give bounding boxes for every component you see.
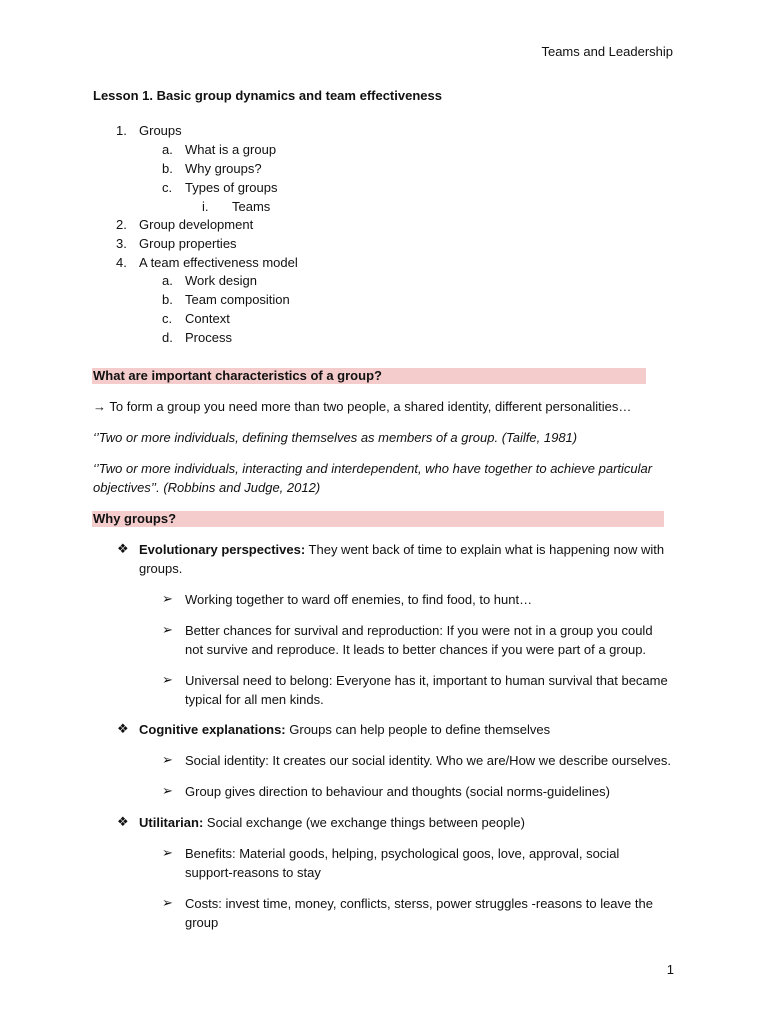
arrow-bullet-icon: ➢ <box>162 895 173 910</box>
outline-item-types-of-groups: Types of groups <box>185 180 278 195</box>
outline-letter: a. <box>162 273 173 288</box>
outline-number: 1. <box>116 123 127 138</box>
outline-letter: d. <box>162 330 173 345</box>
section-heading-highlight <box>92 511 664 527</box>
arrow-bullet-icon: ➢ <box>162 783 173 798</box>
outline-number: 4. <box>116 255 127 270</box>
sub-bullet: Social identity: It creates our social identity. Who we are/How we describe ourselves. <box>185 753 672 768</box>
outline-letter: b. <box>162 292 173 307</box>
bullet-text: Social exchange (we exchange things between people) <box>203 815 525 830</box>
sub-bullet: Better chances for survival and reproduction: If you were not in a group you could not survive and reproduce. It leads to better chances if you were part of a group. <box>185 623 653 657</box>
arrow-bullet-icon: ➢ <box>162 672 173 687</box>
outline-roman: i. <box>202 199 209 214</box>
section-heading-why-groups: Why groups? <box>93 511 177 526</box>
diamond-bullet-icon: ❖ <box>117 814 129 829</box>
outline-item-group-properties: Group properties <box>139 236 237 251</box>
arrow-bullet-icon: ➢ <box>162 622 173 637</box>
sub-bullet: Universal need to belong: Everyone has it, important to human survival that became typical for all men kinds. <box>185 673 668 707</box>
bullet-text: Groups can help people to define themselves <box>285 722 551 737</box>
diamond-bullet-icon: ❖ <box>117 721 129 736</box>
outline-item-team-effectiveness-model: A team effectiveness model <box>139 255 298 270</box>
outline-item-team-composition: Team composition <box>185 292 290 307</box>
sub-bullet: Costs: invest time, money, conflicts, sterss, power struggles -reasons to leave the group <box>185 896 653 930</box>
bullet-text: They went back of time to explain what is happening now with groups. <box>139 542 665 576</box>
characteristics-summary: → To form a group you need more than two people, a shared identity, different personalities… <box>93 399 632 414</box>
arrow-bullet-icon: ➢ <box>162 591 173 606</box>
outline-item-group-development: Group development <box>139 217 254 232</box>
bullet-label: Utilitarian: <box>139 815 204 830</box>
outline-letter: a. <box>162 142 173 157</box>
sub-bullet: Working together to ward off enemies, to find food, to hunt… <box>185 592 533 607</box>
page-number: 1 <box>666 962 674 977</box>
outline-number: 3. <box>116 236 127 251</box>
definition-quote-tailfe: ‘’Two or more individuals, defining themselves as members of a group. (Tailfe, 1981) <box>93 430 578 445</box>
bullet-label: Cognitive explanations: <box>139 722 286 737</box>
outline-item-what-is-a-group: What is a group <box>185 142 277 157</box>
outline-item-work-design: Work design <box>185 273 258 288</box>
outline-number: 2. <box>116 217 127 232</box>
outline-item-why-groups: Why groups? <box>185 161 262 176</box>
bullet-evolutionary <box>139 540 669 578</box>
section-heading-characteristics: What are important characteristics of a group? <box>93 368 382 383</box>
sub-bullet: Group gives direction to behaviour and thoughts (social norms-guidelines) <box>185 784 610 799</box>
bullet-label: Evolutionary perspectives: <box>139 542 306 557</box>
outline-item-teams: Teams <box>232 199 271 214</box>
arrow-bullet-icon: ➢ <box>162 845 173 860</box>
outline-letter: c. <box>162 311 173 326</box>
bullet-cognitive <box>139 720 669 739</box>
outline-item-process: Process <box>185 330 232 345</box>
running-header: Teams and Leadership <box>541 44 673 59</box>
lesson-title: Lesson 1. Basic group dynamics and team effectiveness <box>93 88 442 103</box>
outline-letter: b. <box>162 161 173 176</box>
diamond-bullet-icon: ❖ <box>117 541 129 556</box>
definition-quote-robbins: ‘’Two or more individuals, interacting and interdependent, who have together to achieve particular objectives’’. (Robbins and Judge, 2012) <box>93 461 653 495</box>
outline-item-groups: Groups <box>139 123 182 138</box>
outline-item-context: Context <box>185 311 230 326</box>
arrow-bullet-icon: ➢ <box>162 752 173 767</box>
outline-letter: c. <box>162 180 173 195</box>
bullet-utilitarian <box>139 813 669 832</box>
sub-bullet: Benefits: Material goods, helping, psychological goos, love, approval, social support-reasons to stay <box>185 846 620 880</box>
